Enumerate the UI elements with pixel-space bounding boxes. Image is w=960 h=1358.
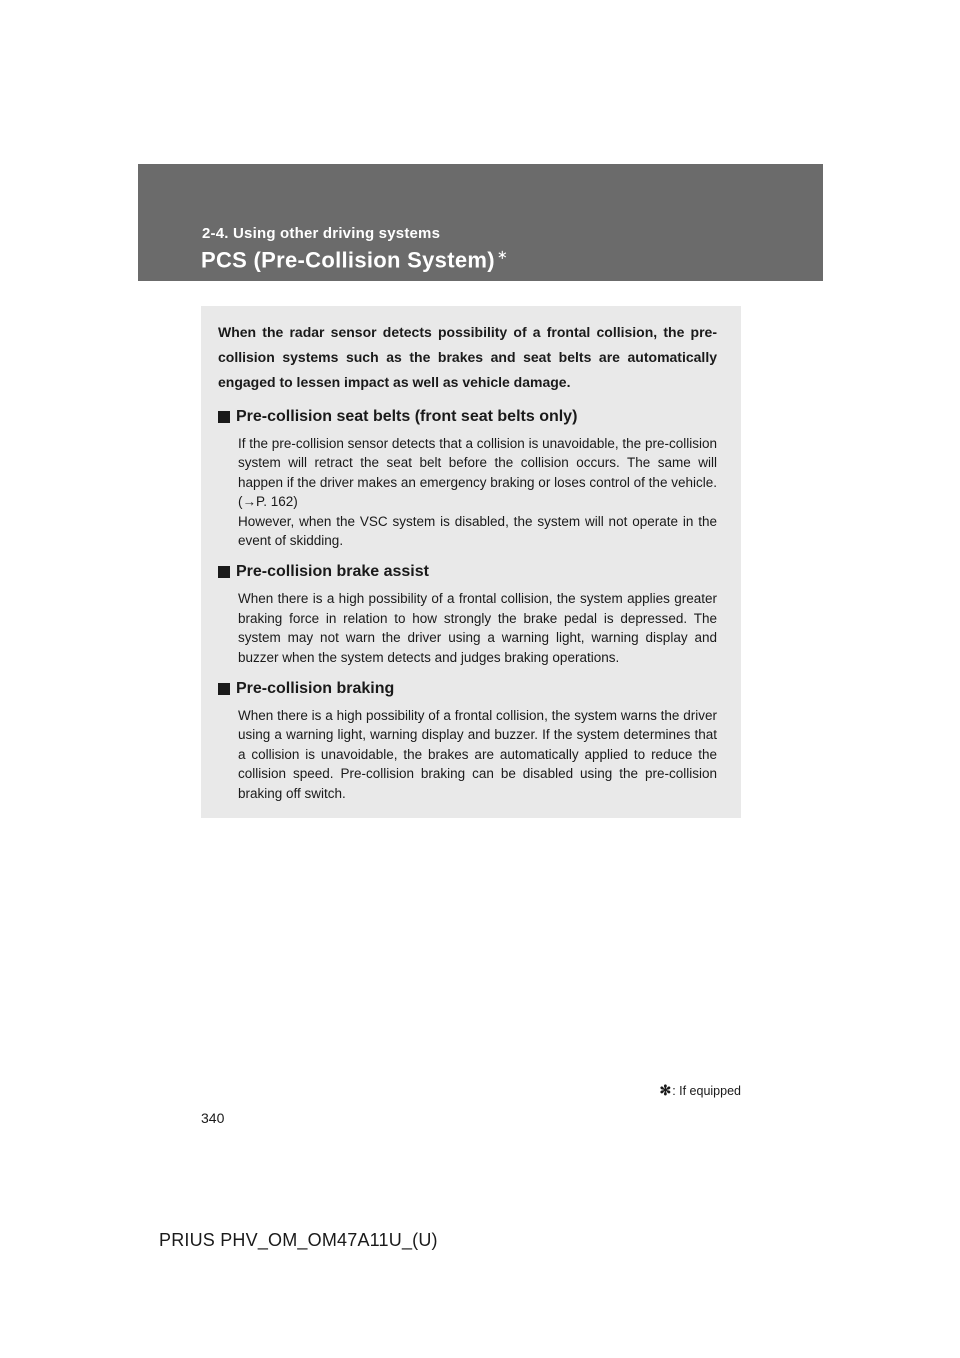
intro-paragraph: When the radar sensor detects possibility of a frontal collision, the pre-collision systems such as the brakes and seat belts are automatically engaged to lessen impact as well as vehicle damage. xyxy=(218,324,717,390)
title-asterisk-mark: ∗ xyxy=(496,247,509,262)
section-paragraph: If the pre-collision sensor detects that a collision is unavoidable, the pre-collision system will retract the seat belt before the collision occurs. The same will happen if the driver makes an emergency braking or loses control of the vehicle. (→P. 162) xyxy=(238,436,717,510)
section-heading xyxy=(218,561,717,583)
section-paragraph: When there is a high possibility of a frontal collision, the system warns the driver using a warning light, warning display and buzzer. If the system determines that a collision is unavoidable, the brakes are automatically applied to reduce the collision speed. Pre-collision braking can be disabled using the pre-collision braking off switch. xyxy=(238,708,717,801)
section-paragraph: When there is a high possibility of a frontal collision, the system applies greater braking force in relation to how strongly the brake pedal is depressed. The system may not warn the driver using a warning light, warning display and buzzer when the system detects and judges braking operations. xyxy=(238,591,717,665)
footnote xyxy=(659,1082,741,1099)
section-label: 2-4. Using other driving systems xyxy=(202,225,441,242)
asterisk-icon: ✻ xyxy=(659,1082,672,1098)
section-heading-text: Pre-collision brake assist xyxy=(236,563,429,581)
section-heading xyxy=(218,406,717,428)
page-number: 340 xyxy=(201,1110,225,1126)
section-body xyxy=(238,434,717,550)
section-braking xyxy=(218,678,717,803)
footnote-text: : If equipped xyxy=(672,1083,741,1098)
square-bullet-icon xyxy=(218,683,230,695)
page-title-text: PCS (Pre-Collision System) xyxy=(201,247,495,273)
document-code: PRIUS PHV_OM_OM47A11U_(U) xyxy=(159,1230,438,1250)
section-seat-belts xyxy=(218,406,717,550)
section-brake-assist xyxy=(218,561,717,667)
section-body xyxy=(238,589,717,667)
section-paragraph: However, when the VSC system is disabled, the system will not operate in the event of skidding. xyxy=(238,513,717,549)
content-box xyxy=(201,306,741,818)
section-heading-text: Pre-collision braking xyxy=(236,680,395,698)
square-bullet-icon xyxy=(218,411,230,423)
page-title xyxy=(201,247,508,273)
section-body xyxy=(238,706,717,803)
square-bullet-icon xyxy=(218,566,230,578)
section-heading-text: Pre-collision seat belts (front seat belts only) xyxy=(236,408,578,425)
section-heading xyxy=(218,678,717,700)
